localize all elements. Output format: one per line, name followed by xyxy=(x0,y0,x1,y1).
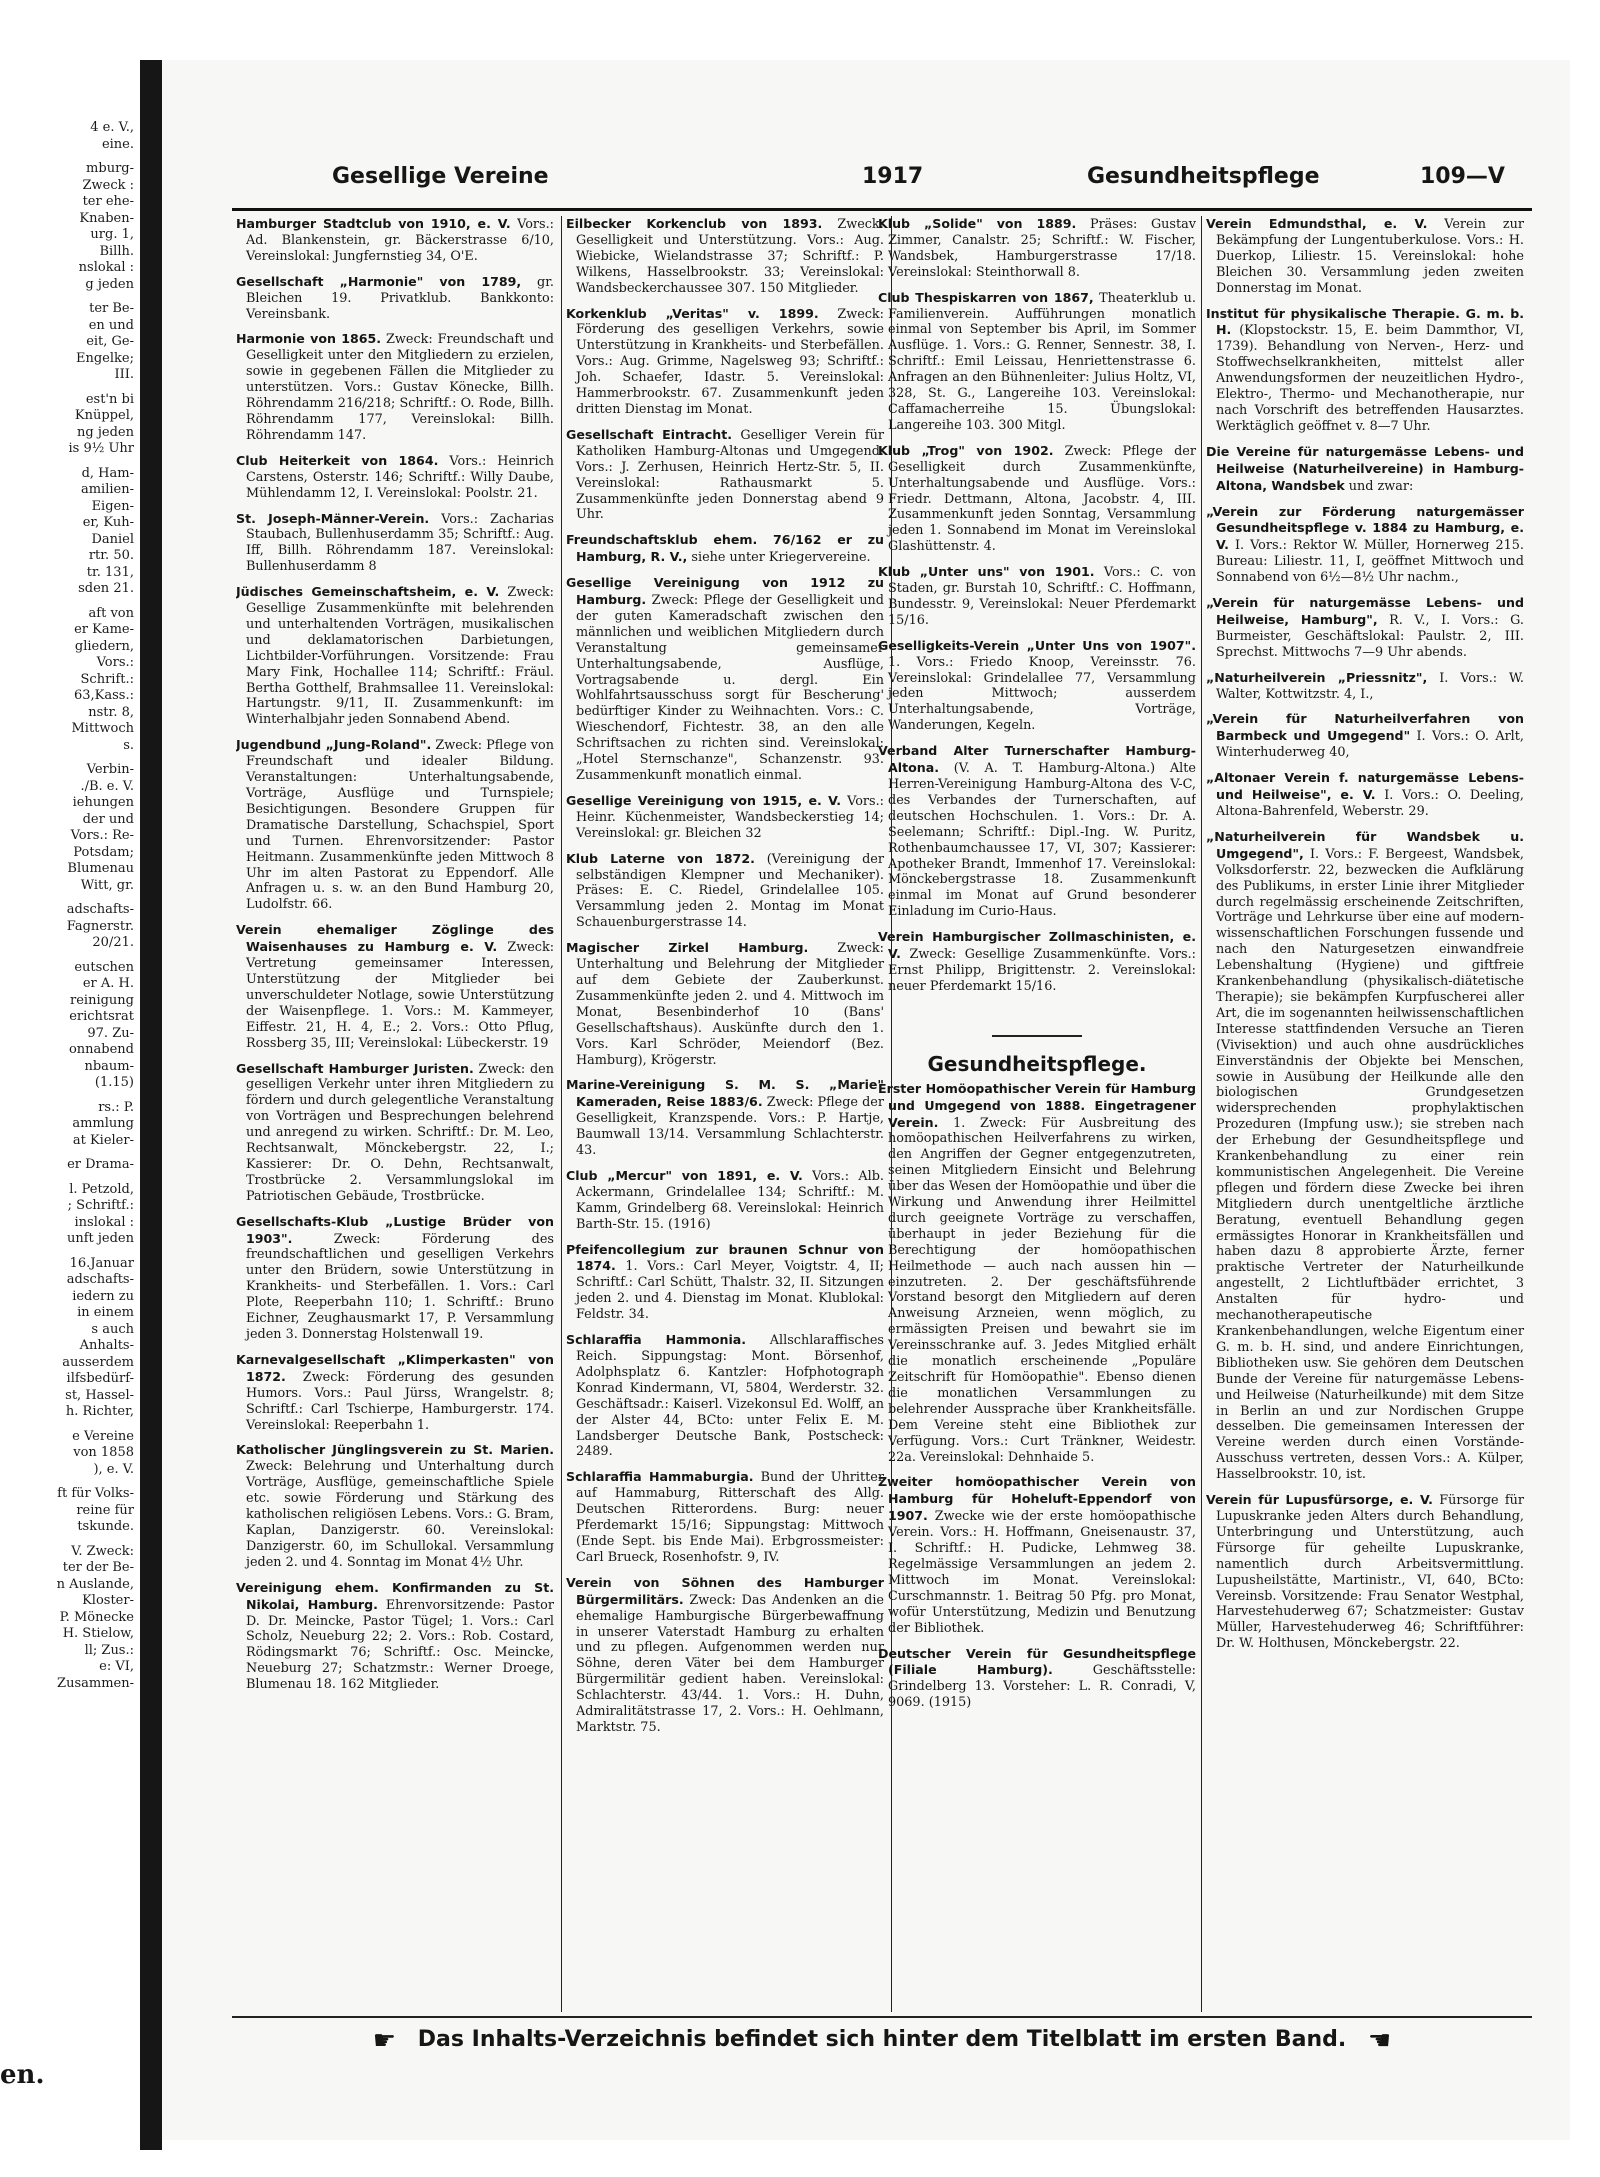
entry-title: Verein Hamburgischer Zollmaschinisten, e. V. xyxy=(878,929,1196,962)
directory-entry xyxy=(566,1168,884,1233)
footer-notice xyxy=(232,2026,1532,2056)
entry-title: Verein Edmundsthal, e. V. xyxy=(1206,216,1428,231)
entry-text: Ehrenvorsitzende: Pastor D. Dr. Meincke, Pastor Tügel; 1. Vors.: Carl Scholz, Neueburg 22; 2. Vors.: Rob. Costard, Rödingsmarkt 76; Schriftf.: Osc. Meincke, Neueburg 27; Schatzmstr.: Werner Droege, Blumenau 18. 162 Mitglieder. xyxy=(246,1597,554,1693)
prev-page-line: der und xyxy=(82,811,134,827)
prev-page-line: 63,Kass.: xyxy=(74,688,134,703)
entry-title: Verband Alter Turnerschafter Hamburg-Altona. xyxy=(878,743,1196,776)
entry-title: Gesellige Vereinigung von 1915, e. V. xyxy=(566,792,842,808)
prev-page-line: st, Hassel- xyxy=(65,1387,134,1403)
prev-page-line: amilien- xyxy=(80,482,134,497)
prev-page-line: Kloster- xyxy=(82,1593,134,1608)
prev-page-gap xyxy=(0,1478,138,1486)
directory-entry xyxy=(236,331,554,443)
entry-text: und zwar: xyxy=(1348,478,1414,494)
prev-page-line: nstr. 8, xyxy=(88,704,134,720)
prev-page-line: Zusammen- xyxy=(57,1675,134,1691)
entry-title: „Verein für naturgemässe Lebens- und Heilweise, Hamburg", xyxy=(1206,595,1524,627)
prev-page-line: Vors.: Re- xyxy=(70,828,134,843)
directory-entry xyxy=(878,743,1196,920)
previous-page-edge xyxy=(0,120,138,2110)
prev-page-line: onnabend xyxy=(68,1042,134,1057)
entry-text: Zweck: Gesellige Zusammenkünfte. Vors.: Ernst Philipp, Brigittenstr. 2. Vereinslokal: neuer Pferdemarkt 15/16. xyxy=(888,947,1196,994)
prev-page-line: nbaum- xyxy=(84,1058,134,1074)
prev-page-line: 97. Zu- xyxy=(87,1025,134,1041)
entry-title: „Naturheilverein „Priessnitz", xyxy=(1206,669,1428,685)
entry-title: Zweiter homöopathischer Verein von Hamburg für Hoheluft-Eppendorf von 1907. xyxy=(878,1474,1196,1524)
prev-page-line: ter der Be- xyxy=(62,1560,134,1575)
prev-page-line: eit, Ge- xyxy=(86,334,134,349)
entry-title: Katholischer Jünglingsverein zu St. Marien. xyxy=(236,1442,554,1458)
prev-page-line: Fagnerstr. xyxy=(66,918,134,934)
prev-page-line: reinigung xyxy=(70,992,134,1008)
directory-entry xyxy=(566,216,884,297)
directory-entry xyxy=(878,564,1196,629)
directory-entry xyxy=(1206,216,1524,297)
header-left-title: Gesellige Vereine xyxy=(332,164,549,189)
prev-page-gap xyxy=(0,754,138,762)
prev-page-line: Eigen- xyxy=(91,498,134,514)
entry-title: Vereinigung ehem. Konfirmanden zu St. Nikolai, Hamburg. xyxy=(236,1579,554,1612)
directory-entry xyxy=(236,274,554,323)
prev-page-line: er A. H. xyxy=(82,976,134,991)
directory-entry xyxy=(566,1469,884,1565)
directory-entry xyxy=(566,427,884,523)
entry-title: Pfeifencollegium zur braunen Schnur von 1874. xyxy=(566,1241,884,1274)
footer-rule xyxy=(232,2016,1532,2018)
directory-entry xyxy=(1206,770,1524,820)
entry-text: Zweck: Das Andenken an die ehemalige Hamburgische Bürgerbewaffnung in unserer Vaterstadt Hamburg zu erhalten und zu pflegen. Aufgenommen werden nur Söhne, deren Väter bei dem Hamburger Bürgermilitär gedient haben. Vereinslokal: Schlachterstr. 43/44. 1. Vors.: H. Duhn, Admiralitätstrasse 17, 2. Vors.: H. Oehlmann, Marktstr. 75. xyxy=(576,1592,884,1735)
directory-entry xyxy=(878,929,1196,995)
directory-entry xyxy=(566,793,884,842)
entry-title: „Altonaer Verein f. naturgemässe Lebens- und Heilweise", e. V. xyxy=(1206,770,1524,803)
prev-page-line: h. Richter, xyxy=(65,1404,134,1419)
prev-page-line: adschafts- xyxy=(66,1272,134,1287)
prev-page-gap xyxy=(0,384,138,392)
entry-title: Klub „Solide" von 1889. xyxy=(878,216,1077,231)
directory-entry xyxy=(1206,306,1524,435)
entry-title: St. Joseph-Männer-Verein. xyxy=(236,510,430,526)
entry-title: Verein für Lupusfürsorge, e. V. xyxy=(1206,1492,1433,1508)
prev-page-line: iedern zu xyxy=(72,1288,134,1304)
directory-entry xyxy=(566,940,884,1068)
header-right-title: Gesundheitspflege xyxy=(1087,164,1320,189)
prev-page-line: er Kame- xyxy=(74,622,134,637)
prev-page-line: e Vereine xyxy=(72,1428,134,1444)
directory-entry xyxy=(1206,504,1524,587)
entry-text: Zweck: Förderung des freundschaftlichen und geselligen Verkehrs unter den Brüdern, sowie Unterstützung in Krankheits- und Sterbefällen. 1. Vors.: Carl Plote, Reeperbahn 110; 1. Schriftf.: Bruno Eichner, Zeughausmarkt 17, P. Versammlung jeden 3. Donnerstag Holstenwall 19. xyxy=(246,1231,554,1342)
directory-entry xyxy=(236,737,554,913)
entry-title: „Verein für Naturheilverfahren von Barmbeck und Umgegend" xyxy=(1206,711,1524,744)
entry-title: Gesellschafts-Klub „Lustige Brüder von 1903". xyxy=(236,1213,554,1246)
directory-entry xyxy=(1206,670,1524,703)
prev-page-line: unft jeden xyxy=(66,1231,134,1246)
entry-text: I. Vors.: O. Deeling, Altona-Bahrenfeld, Weberstr. 29. xyxy=(1216,788,1524,819)
section-heading: Gesundheitspflege. xyxy=(927,1051,1147,1076)
column-4 xyxy=(1206,216,1524,2010)
prev-page-line: eutschen xyxy=(74,959,134,975)
entry-text: Zweck: Pflege der Geselligkeit und der guten Kameradschaft zwischen den männlichen und weiblichen Mitgliedern durch Veranstaltung gemeinsamer Unterhaltungsabende, Ausflüge, Vortragsabende u. dergl. Ein Wohlfahrtsausschuss sorgt für Bescherung' bedürftiger Kinder zu Weihnachten. Vors.: C. Wieschendorf, Fichtestr. 38, an den alle Schriftsachen zu richten sind. Vereinslokal: „Hotel Sternschanze", Schanzenstr. 93. Zusammenkunft monatlich einmal. xyxy=(576,593,884,783)
entry-title: „Verein zur Förderung naturgemässer Gesundheitspflege v. 1884 zu Hamburg, e. V. xyxy=(1206,503,1524,553)
prev-page-gap xyxy=(0,1149,138,1157)
prev-page-gap xyxy=(0,1248,138,1256)
entry-text: I. Vors.: W. Walter, Kottwitzstr. 4, I., xyxy=(1216,670,1524,702)
prev-page-line: sden 21. xyxy=(78,581,134,596)
entry-text: Zweck: Freundschaft und Geselligkeit unter den Mitgliedern zu erzielen, sowie in gegebenen Fällen die Mitglieder zu unterstützen. Vors.: Gustav Könecke, Billh. Röhrendamm 216/218; Schriftf.: O. Rode, Billh. Röhrendamm 177, Vereinslokal: Billh. Röhrendamm 147. xyxy=(246,332,554,443)
entry-text: (V. A. T. Hamburg-Altona.) Alte Herren-Vereinigung Hamburg-Altona des V-C, des Verbandes der Turnerschaften, auf deutschen Hochschulen. 1. Vors.: Dr. A. Seelemann; Schriftf.: Dipl.-Ing. W. Puritz, Rothenbaumchaussee 17, VI, 307; Kassierer: Apotheker Brandt, Immenhof 17. Vereinslokal: Mönckebergstrasse 18. Zusammenkunft einmal im Monat auf Grund besonderer Einladung im Curio-Haus. xyxy=(888,761,1196,920)
entry-text: Zweck: Förderung des geselligen Verkehrs, sowie Unterstützung in Krankheits- und Sterbefällen. Vors.: Aug. Grimme, Nagelsweg 93; Schriftf.: Joh. Schaefer, Idastr. 5. Vereinslokal: Hammerbrookstr. 67. Zusammenkunft jeden dritten Dienstag im Monat. xyxy=(576,306,884,417)
entry-text: Vors.: Heinrich Carstens, Osterstr. 146; Schriftf.: Willy Daube, Mühlendamm 12, I. Vereinslokal: Poolstr. 21. xyxy=(246,453,554,501)
entry-text: Vors.: C. von Staden, gr. Burstah 10, Schriftf.: C. Hoffmann, Bundesstr. 9, Vereinslokal: Neuer Pferdemarkt 15/16. xyxy=(888,565,1196,628)
prev-page-line: gliedern, xyxy=(74,638,134,654)
entry-title: „Naturheilverein für Wandsbek u. Umgegend", xyxy=(1206,828,1524,861)
entry-text: Vors.: Alb. Ackermann, Grindelallee 134; Schriftf.: M. Kamm, Grindelberg 68. Vereinslokal: Heinrich Barth-Str. 15. (1916) xyxy=(576,1168,884,1232)
entry-text: Fürsorge für Lupuskranke jeden Alters durch Behandlung, Unterbringung und Unterstützung, auch Fürsorge für geheilte Lupuskranke, namentlich durch Arbeitsvermittlung. Lupusheilstätte, Martinistr., VI, 640, BCto: Vereinsb. Vorsitzende: Frau Senator Westphal, Harvestehuderweg 67; Schatzmeister: Gustav Müller, Harvestehuderweg 46; Schriftführer: Dr. W. Holthusen, Mönckebergstr. 22. xyxy=(1216,1493,1524,1652)
entry-title: Karnevalgesellschaft „Klimperkasten" von 1872. xyxy=(236,1351,554,1384)
prev-page-line: 16.Januar xyxy=(69,1255,134,1271)
prev-page-line: er, Kuh- xyxy=(82,515,134,530)
entry-text: Verein zur Bekämpfung der Lungentuberkulose. Vors.: H. Duerkop, Liliestr. 15. Vereinslokal: hohe Bleichen 30. Versammlung jeden zweiten Donnerstag im Monat. xyxy=(1216,217,1524,296)
entry-text: I. Vors.: O. Arlt, Winterhuderweg 40, xyxy=(1216,729,1524,761)
prev-page-line: Knüppel, xyxy=(74,408,134,423)
directory-entry xyxy=(236,1580,554,1693)
entry-text: gr. Bleichen 19. Privatklub. Bankkonto: Vereinsbank. xyxy=(246,274,554,322)
directory-entry xyxy=(878,290,1196,434)
entry-text: Zweck: Gesellige Zusammenkünfte mit belehrenden und unterhaltenden Vorträgen, musikalischen und deklamatorischen Darbietungen, Lichtbilder-Vorführungen. Vorsitzende: Frau Mary Fink, Hochallee 114; Schriftf.: Fräul. Bertha Gotthelf, Brahmsallee 11. Vereinslokal: Hartungstr. 9/11, II. Zusammenkunft: im Winterhalbjahr jeden Sonnabend Abend. xyxy=(246,585,554,728)
entry-text: Zweck: Förderung des gesunden Humors. Vors.: Paul Jürss, Wrangelstr. 8; Schriftf.: Carl Tschierpe, Hamburgerstr. 174. Vereinslokal: Reeperbahn 1. xyxy=(246,1369,554,1433)
entry-text: 1. Vors.: Carl Meyer, Voigtstr. 4, II; Schriftf.: Carl Schütt, Thalstr. 32, II. Sitzungen jeden 2. und 4. Dienstag im Monat. Klublokal: Feldstr. 34. xyxy=(576,1259,884,1323)
prev-page-line: ng jeden xyxy=(77,424,134,440)
directory-entry xyxy=(566,532,884,566)
prev-page-line: ), e. V. xyxy=(93,1461,134,1477)
prev-page-line: mburg- xyxy=(86,161,134,176)
entry-text: Zweck: Pflege der Geselligkeit durch Zusammenkünfte, Unterhaltungsabende und Ausflüge. Vors.: Friedr. Dettmann, Altona, Jacobstr. 4, III. Zusammenkunft jeden Sonntag, Versammlung jeden 1. Sonnabend im Monat im Vereinslokal Glashüttenstr. 4. xyxy=(888,443,1196,555)
directory-entry xyxy=(1206,1492,1524,1652)
prev-page-line: Mittwoch xyxy=(71,721,134,736)
header-year: 1917 xyxy=(862,164,924,189)
prev-page-line: 20/21. xyxy=(92,935,134,950)
entry-title: Gesellschaft Eintracht. xyxy=(566,426,733,442)
entry-text: I. Vors.: Rektor W. Müller, Hornerweg 215. Bureau: Liliestr. 11, I, geöffnet Mittwoch und Sonnabend von 6½—8½ Uhr nachm., xyxy=(1216,538,1524,586)
entry-title: Schlaraffia Hammonia. xyxy=(566,1332,747,1348)
entry-text: Allschlaraffisches Reich. Sippungstag: Mont. Börsenhof, Adolphsplatz 6. Kantzler: Hofphotograph Konrad Kindermann, VI, 5804, Werderstr. 32. Geschäftsadr.: Kaiserl. Vizekonsul Ed. Wolff, an der Alster 44, BCto: unter Felix E. M. Landsberger Deutsche Bank, Postscheck: 2489. xyxy=(576,1333,884,1460)
entry-title: Deutscher Verein für Gesundheitspflege (Filiale Hamburg). xyxy=(878,1645,1196,1678)
entry-title: Geselligkeits-Verein „Unter Uns von 1907". xyxy=(878,637,1196,653)
prev-page-gap xyxy=(0,598,138,606)
prev-page-line: ilfsbedürf- xyxy=(66,1371,134,1386)
directory-entry xyxy=(1206,595,1524,661)
directory-entry xyxy=(878,1646,1196,1712)
prev-page-line: ; Schriftf.: xyxy=(67,1198,134,1213)
entry-text: Präses: Gustav Zimmer, Canalstr. 25; Schriftf.: W. Fischer, Wandsbek, Hamburgerstrasse 17/18. Vereinslokal: Steinthorwall 8. xyxy=(888,217,1196,280)
prev-page-gap xyxy=(0,894,138,902)
prev-page-gap xyxy=(0,153,138,161)
entry-text: Geselliger Verein für Katholiken Hamburg-Altonas und Umgegend. Vors.: J. Zerhusen, Heinrich Hertz-Str. 5, II. Vereinslokal: Rathausmarkt 5. Zusammenkünfte jeden Donnerstag abend 9 Uhr. xyxy=(576,427,884,523)
entry-title: Jugendbund „Jung-Roland". xyxy=(236,737,432,753)
prev-page-gap xyxy=(0,1536,138,1544)
column-3 xyxy=(878,216,1196,2010)
prev-page-line: ./B. e. V. xyxy=(80,778,134,794)
entry-title: Freundschaftsklub ehem. 76/162 er zu Hamburg, R. V., xyxy=(566,532,884,565)
prev-page-line: e: VI, xyxy=(99,1659,134,1674)
prev-page-line: rs.: P. xyxy=(98,1099,134,1115)
prev-page-line: Blumenau xyxy=(67,861,134,876)
prev-page-line: is 9½ Uhr xyxy=(68,441,134,456)
prev-page-line: iehungen xyxy=(72,795,134,810)
directory-entry xyxy=(236,216,554,265)
prev-page-line: inslokal : xyxy=(74,1214,134,1230)
prev-page-line: in einem xyxy=(77,1305,134,1320)
entry-text: (Klopstockstr. 15, E. beim Dammthor, VI, 1739). Behandlung von Nerven-, Herz- und Stoffwechselkrankheiten, mittelst aller Anwendungsformen der neuzeitlichen Hydro-, Elektro-, Thermo- und Mechanotherapie, nur nach Vorschrift des betreffenden Hausarztes. Werktäglich geöffnet v. 8—7 Uhr. xyxy=(1216,323,1524,434)
prev-page-line: ter ehe- xyxy=(82,194,134,209)
directory-entry xyxy=(236,922,554,1051)
entry-title: Verein von Söhnen des Hamburger Bürgermilitärs. xyxy=(566,1574,884,1607)
entry-text: Vors.: Heinr. Küchenmeister, Wandsbeckerstieg 14; Vereinslokal: gr. Bleichen 32 xyxy=(576,793,884,841)
directory-entry xyxy=(236,511,554,576)
entry-text: Zweck: Pflege von Freundschaft und idealer Bildung. Veranstaltungen: Unterhaltungsabende, Vorträge, Ausflüge und Turnspiele; Besichtigungen. Besondere Gruppen für Dramatische Darstellung, Schachspiel, Sport und Turnen. Ehrenvorsitzender: Pastor Heitmann. Zusammenkünfte jeden Mittwoch 8 Uhr im alten Pastorat zu Eppendorf. Alle Anfragen u. s. w. an den Bund Hamburg 20, Ludolfstr. 66. xyxy=(246,738,554,913)
entry-text: R. V., I. Vors.: G. Burmeister, Geschäftslokal: Paulstr. 2, III. Sprechst. Mittwochs 7—9 Uhr abends. xyxy=(1216,612,1524,660)
directory-entry xyxy=(236,453,554,502)
entry-text: 1. Vors.: Friedo Knoop, Vereinsstr. 76. Vereinslokal: Grindelallee 77, Versammlung jeden Mittwoch; ausserdem Unterhaltungsabende, Vorträge, Wanderungen, Kegeln. xyxy=(888,654,1196,734)
entry-title: Marine-Vereinigung S. M. S. „Marie" Kameraden, Reise 1883/6. xyxy=(566,1077,884,1110)
prev-page-line: V. Zweck: xyxy=(71,1543,134,1559)
prev-page-line: ft für Volks- xyxy=(57,1486,134,1501)
prev-page-line: Knaben- xyxy=(79,210,134,226)
prev-page-line: Schrift.: xyxy=(80,671,134,687)
prev-page-line: s. xyxy=(123,737,134,753)
prev-page-line: reine für xyxy=(76,1502,134,1518)
directory-entry xyxy=(566,1575,884,1736)
running-header xyxy=(232,164,1532,196)
directory-entry xyxy=(566,575,884,784)
entry-title: Club Thespiskarren von 1867, xyxy=(878,289,1094,305)
entry-title: Club „Mercur" von 1891, e. V. xyxy=(566,1167,803,1183)
entry-title: Schlaraffia Hammaburgia. xyxy=(566,1469,754,1485)
prev-page-line: Potsdam; xyxy=(73,844,134,860)
prev-page-line: eine. xyxy=(101,136,134,152)
prev-page-line: nslokal : xyxy=(78,260,134,275)
prev-page-gap xyxy=(0,952,138,960)
prev-page-line: tskunde. xyxy=(77,1519,134,1534)
prev-page-gap xyxy=(0,458,138,466)
prev-page-line: erichtsrat xyxy=(69,1009,134,1024)
directory-entry xyxy=(1206,829,1524,1483)
entry-title: Gesellschaft „Harmonie" von 1789, xyxy=(236,273,522,289)
prev-page-line: (1.15) xyxy=(94,1075,134,1090)
directory-entry xyxy=(566,1332,884,1460)
prev-page-line: est'n bi xyxy=(85,391,134,407)
entry-text: (Vereinigung der selbständigen Klempner und Mechaniker). Präses: E. C. Riedel, Grindelallee 105. Versammlung jeden 2. Montag im Monat Schauenburgerstrasse 14. xyxy=(576,851,884,931)
prev-page-line: n Auslande, xyxy=(56,1576,134,1592)
prev-page-line: Verbin- xyxy=(86,762,134,777)
entry-title: Klub „Unter uns" von 1901. xyxy=(878,564,1095,580)
entry-text: Zweck: Geselligkeit und Unterstützung. Vors.: Aug. Wiebicke, Wielandstrasse 37; Schriftf.: P. Wilkens, Hasselbrookstr. 33; Vereinslokal: Wandsbeckerchaussee 307. 150 Mitglieder. xyxy=(576,217,884,296)
prev-page-line: ter Be- xyxy=(89,301,134,316)
directory-entry xyxy=(236,1214,554,1343)
directory-entry xyxy=(1206,711,1524,761)
prev-page-line: tr. 131, xyxy=(86,564,134,580)
prev-page-line: Daniel xyxy=(91,531,134,547)
prev-page-line: Anhalts- xyxy=(79,1338,134,1353)
directory-entry xyxy=(566,1077,884,1159)
prev-page-line: g jeden xyxy=(85,276,134,292)
column-rule xyxy=(1201,216,1202,2012)
prev-page-line: aft von xyxy=(88,605,134,621)
directory-entry xyxy=(236,1352,554,1434)
prev-page-line: en und xyxy=(88,317,134,333)
entry-text: Vors.: Ad. Blankenstein, gr. Bäckerstrasse 6/10, Vereinslokal: Jungfernstieg 34, O'E. xyxy=(246,217,554,264)
entry-text: Theaterklub u. Familienverein. Aufführungen monatlich einmal von September bis April, im Sommer Ausflüge. 1. Vors.: G. Renner, Sennestr. 38, I. Schriftf.: Emil Leissau, Henriettenstrasse 6. Anfragen an den Bühnenleiter: Julius Holtz, VI, 328, St. G., Langereihe 103. Vereinslokal: Caffamacherreihe 15. Übungslokal: Langereihe 103. 300 Mitgl. xyxy=(888,290,1196,433)
directory-entry xyxy=(236,1442,554,1570)
prev-page-line: Zweck : xyxy=(82,177,134,193)
directory-entry xyxy=(566,851,884,932)
header-page-number: 109—V xyxy=(1420,164,1505,189)
entry-text: I. Vors.: F. Bergeest, Wandsbek, Volksdorferstr. 22, bezwecken die Aufklärung des Publikums, in erster Linie ihrer Mitglieder durch regelmässig erscheinende Zeitschriften, Vorträge und Lehrkurse über eine auf modern-wissenschaftlichen Forschungen fussende und nach den Naturgesetzen einwandfreie Lebenshaltung (Hygiene) und giftfreie Krankenbehandlung (physikalisch-diätetische Therapie); sie bekämpfen Kurpfuscherei aller Art, die im sogenannten heilwissenschaftlichen Interesse stattfindenden Versuche an Tieren (Vivisektion) und auch ohne ausdrückliches Einverständnis der Objekte bei Menschen, sowie in Ausübung der Heilkunde alle den biologischen Grundgesetzen widersprechenden prophylaktischen Prozeduren (Impfung usw.); sie streben nach der Erhebung der Gesundheitspflege und Krankenbehandlung zu einer rein kommunistischen Angelegenheit. Die Vereine pflegen und fördern diese Zwecke bei ihren Mitgliedern durch unentgeltliche ärztliche Beratung, eventuell Behandlung gegen ermässigtes Honorar in Krankheitsfällen und haben dazu 8 approbierte Ärzte, ferner praktische Vertreter der Naturheilkunde angestellt, 2 Lichtluftbäder errichtet, 3 Anstalten für hydro- und mechanotherapeutische Krankenbehandlungen, welche Eigentum einer G. m. b. H. sind, und andere Einrichtungen, Bibliotheken usw. Sie gehören dem Deutschen Bunde der Vereine für naturgemässe Lebens- und Heilweise (Naturheilkunde) mit dem Sitze in Berlin an und zur Nordischen Gruppe desselben. Die gemeinsamen Interessen der Vereine werden durch einen Vorstände-Ausschuss vertreten, dessen Vors.: A. Külper, Hasselbrookstr. 10, ist. xyxy=(1216,846,1524,1483)
directory-entry xyxy=(878,216,1196,281)
entry-title: Club Heiterkeit von 1864. xyxy=(236,452,439,468)
directory-entry xyxy=(878,443,1196,555)
prev-page-line: ausserdem xyxy=(62,1354,134,1370)
prev-page-line: adschafts- xyxy=(66,902,134,917)
entry-text: Zweck: Vertretung gemeinsamer Interessen, Unterstützung der Mitglieder bei unverschuldeter Notlage, sowie Unterstützung der Waisenpflege. 1. Vors.: M. Kammeyer, Eiffestr. 21, H. 4, E.; 2. Vors.: Otto Pflug, Rossberg 35, III; Vereinslokal: Lübeckerstr. 19 xyxy=(246,940,554,1051)
directory-entry xyxy=(878,1474,1196,1636)
prev-page-line: ammlung xyxy=(72,1116,134,1131)
entry-title: Gesellige Vereinigung von 1912 zu Hamburg. xyxy=(566,575,884,608)
directory-entry xyxy=(236,584,554,728)
prev-page-line: Witt, gr. xyxy=(80,877,134,893)
column-2 xyxy=(566,216,884,2010)
prev-page-line: 4 e. V., xyxy=(90,120,134,135)
directory-entry xyxy=(236,1061,554,1205)
entry-title: Erster Homöopathischer Verein für Hamburg und Umgegend von 1888. Eingetragener Verein. xyxy=(878,1080,1196,1130)
prev-page-gap xyxy=(0,1092,138,1100)
entry-text: Zweck: den geselligen Verkehr unter ihren Mitgliedern zu fördern und durch gelegentliche Veranstaltung von Vorträgen und Besprechungen belehrend und anregend zu wirken. Schriftf.: Dr. M. Leo, Rechtsanwalt, Mönckebergstr. 22, I.; Kassierer: Dr. O. Dehn, Rechtsanwalt, Trostbrücke 2. Versammlungslokal im Patriotischen Gebäude, Trostbrücke. xyxy=(246,1061,554,1204)
entry-title: Institut für physikalische Therapie. G. m. b. H. xyxy=(1206,305,1524,338)
entry-title: Hamburger Stadtclub von 1910, e. V. xyxy=(236,216,511,231)
footer-text: Das Inhalts-Verzeichnis befindet sich hinter dem Titelblatt im ersten Band. xyxy=(417,2027,1347,2052)
header-rule xyxy=(232,208,1532,211)
prev-page-line: l. Petzold, xyxy=(69,1181,134,1197)
column-rule xyxy=(561,216,562,2012)
prev-page-line: ll; Zus.: xyxy=(84,1642,134,1658)
prev-page-line: Engelke; xyxy=(76,350,134,366)
prev-page-line: P. Mönecke xyxy=(59,1609,134,1625)
entry-title: Harmonie von 1865. xyxy=(236,331,382,347)
entry-text: Vors.: Zacharias Staubach, Bullenhuserdamm 35; Schriftf.: Aug. Iff, Billh. Röhrendamm 187. Vereinslokal: Bullenhuserdamm 8 xyxy=(246,511,554,575)
entry-title: Klub Laterne von 1872. xyxy=(566,850,755,866)
entry-text: Zwecke wie der erste homöopathische Verein. Vors.: H. Hoffmann, Gneisenaustr. 37, I. Schriftf.: H. Pudicke, Lehmweg 38. Regelmässige Versammlungen an jedem 2. Mittwoch im Monat. Vereinslokal: Curschmannstr. 1. Beitrag 50 Pfg. pro Monat, wofür Unterstützung, Medizin und Benutzung der Bibliothek. xyxy=(888,1509,1196,1636)
directory-entry xyxy=(878,638,1196,734)
prev-page-line: III. xyxy=(114,367,134,382)
prev-page-gap xyxy=(0,1174,138,1182)
prev-page-line: H. Stielow, xyxy=(62,1626,134,1641)
directory-entry xyxy=(1206,444,1524,495)
entry-title: Gesellschaft Hamburger Juristen. xyxy=(236,1060,474,1076)
prev-page-line: er Drama- xyxy=(67,1157,134,1172)
prev-page-line: Vors.: xyxy=(96,655,134,670)
entry-text: Zweck: Belehrung und Unterhaltung durch Vorträge, Ausflüge, gemeinschaftliche Spiele etc. sowie Förderung und Stärkung des katholischen religiösen Lebens. Vors.: G. Bram, Kaplan, Danzigerstr. 60. Vereinslokal: Danzigerstr. 60, im Schullokal. Versammlung jeden 2. und 4. Sonntag im Monat 4½ Uhr. xyxy=(246,1459,554,1570)
pointing-hand-right-icon: ☛ xyxy=(372,2026,397,2056)
prev-page-line: urg. 1, xyxy=(90,227,134,242)
prev-page-line: von 1858 xyxy=(73,1445,134,1460)
prev-page-gap xyxy=(0,1421,138,1429)
entry-title: Korkenklub „Veritas" v. 1899. xyxy=(566,305,819,321)
entry-text: Zweck: Unterhaltung und Belehrung der Mitglieder auf dem Gebiete der Zauberkunst. Zusammenkünfte jeden 2. und 4. Mittwoch im Monat, Besenbinderhof 10 (Bans' Gesellschaftshaus). Auskünfte durch den 1. Vors. Karl Schröder, Meiendorf (Bez. Hamburg), Krögerstr. xyxy=(576,941,884,1068)
entry-title: Die Vereine für naturgemässe Lebens- und Heilweise (Naturheilvereine) in Hamburg-Altona, Wandsbek xyxy=(1206,443,1524,493)
directory-entry xyxy=(566,1242,884,1324)
prev-page-line: rtr. 50. xyxy=(88,548,134,563)
entry-text: siehe unter Kriegervereine. xyxy=(691,550,871,566)
prev-page-line: s auch xyxy=(91,1321,134,1337)
prev-page-line: d, Ham- xyxy=(81,465,134,481)
entry-title: Magischer Zirkel Hamburg. xyxy=(566,940,809,956)
entry-text: Bund der Uhritter auf Hammaburg, Ritterschaft des Allg. Deutschen Ritterordens. Burg: neuer Pferdemarkt 15/16; Sippungstag: Mittwoch (Ende Sept. bis Ende Mai). Erbgrossmeister: Carl Brueck, Rosenhofstr. 9, IV. xyxy=(576,1470,884,1565)
entry-title: Eilbecker Korkenclub von 1893. xyxy=(566,216,823,231)
entry-text: Geschäftsstelle: Grindelberg 13. Vorsteher: L. R. Conradi, V, 9069. (1915) xyxy=(888,1663,1196,1711)
entry-title: Jüdisches Gemeinschaftsheim, e. V. xyxy=(236,584,500,600)
entry-title: Verein ehemaliger Zöglinge des Waisenhauses zu Hamburg e. V. xyxy=(236,922,554,955)
prev-page-gap xyxy=(0,293,138,301)
book-gutter xyxy=(140,60,162,2150)
entry-title: Klub „Trog" von 1902. xyxy=(878,442,1054,458)
directory-entry xyxy=(566,306,884,418)
prev-page-line: at Kieler- xyxy=(72,1132,134,1148)
prev-page-line: Billh. xyxy=(99,243,134,259)
directory-entry xyxy=(878,1081,1196,1466)
section-divider xyxy=(992,1035,1082,1037)
entry-text: 1. Zweck: Für Ausbreitung des homöopathischen Heilverfahrens zu wirken, den Angriffen der Gegner entgegenzutreten, seinen Mitgliedern Einsicht und Belehrung über das Wesen der Homöopathie und über die Wirkung und Anwendung ihrer Heilmittel durch geeignete Vorträge zu verschaffen, überhaupt in jeder Beziehung für die Berechtigung der homöopathischen Heilmethode — auch nach aussen hin — einzutreten. 2. Der geschäftsführende Vorstand besorgt den Mitgliedern auf deren Anweisung Arzneien, wenn möglich, zu ermässigten Preisen und bewahrt sie im Vereinsschranke auf. 3. Jedes Mitglied erhält die monatlich erscheinende „Populäre Zeitschrift für Homöopathie". Ebenso dienen die monatlichen Versammlungen zu belehrender Aussprache über Krankheitsfälle. Dem Vereine steht eine Bibliothek zur Verfügung. Vors.: Curt Tränkner, Weidestr. 22a. Vereinslokal: Dehnhaide 5. xyxy=(888,1115,1196,1465)
pointing-hand-left-icon: ☚ xyxy=(1367,2026,1392,2056)
previous-page-bottom-text: en. xyxy=(0,2060,45,2090)
entry-text: Zweck: Pflege der Geselligkeit, Kranzspende. Vors.: P. Hartje, Baumwall 13/14. Versammlung Schlachterstr. 43. xyxy=(576,1095,884,1159)
column-1 xyxy=(236,216,554,2010)
